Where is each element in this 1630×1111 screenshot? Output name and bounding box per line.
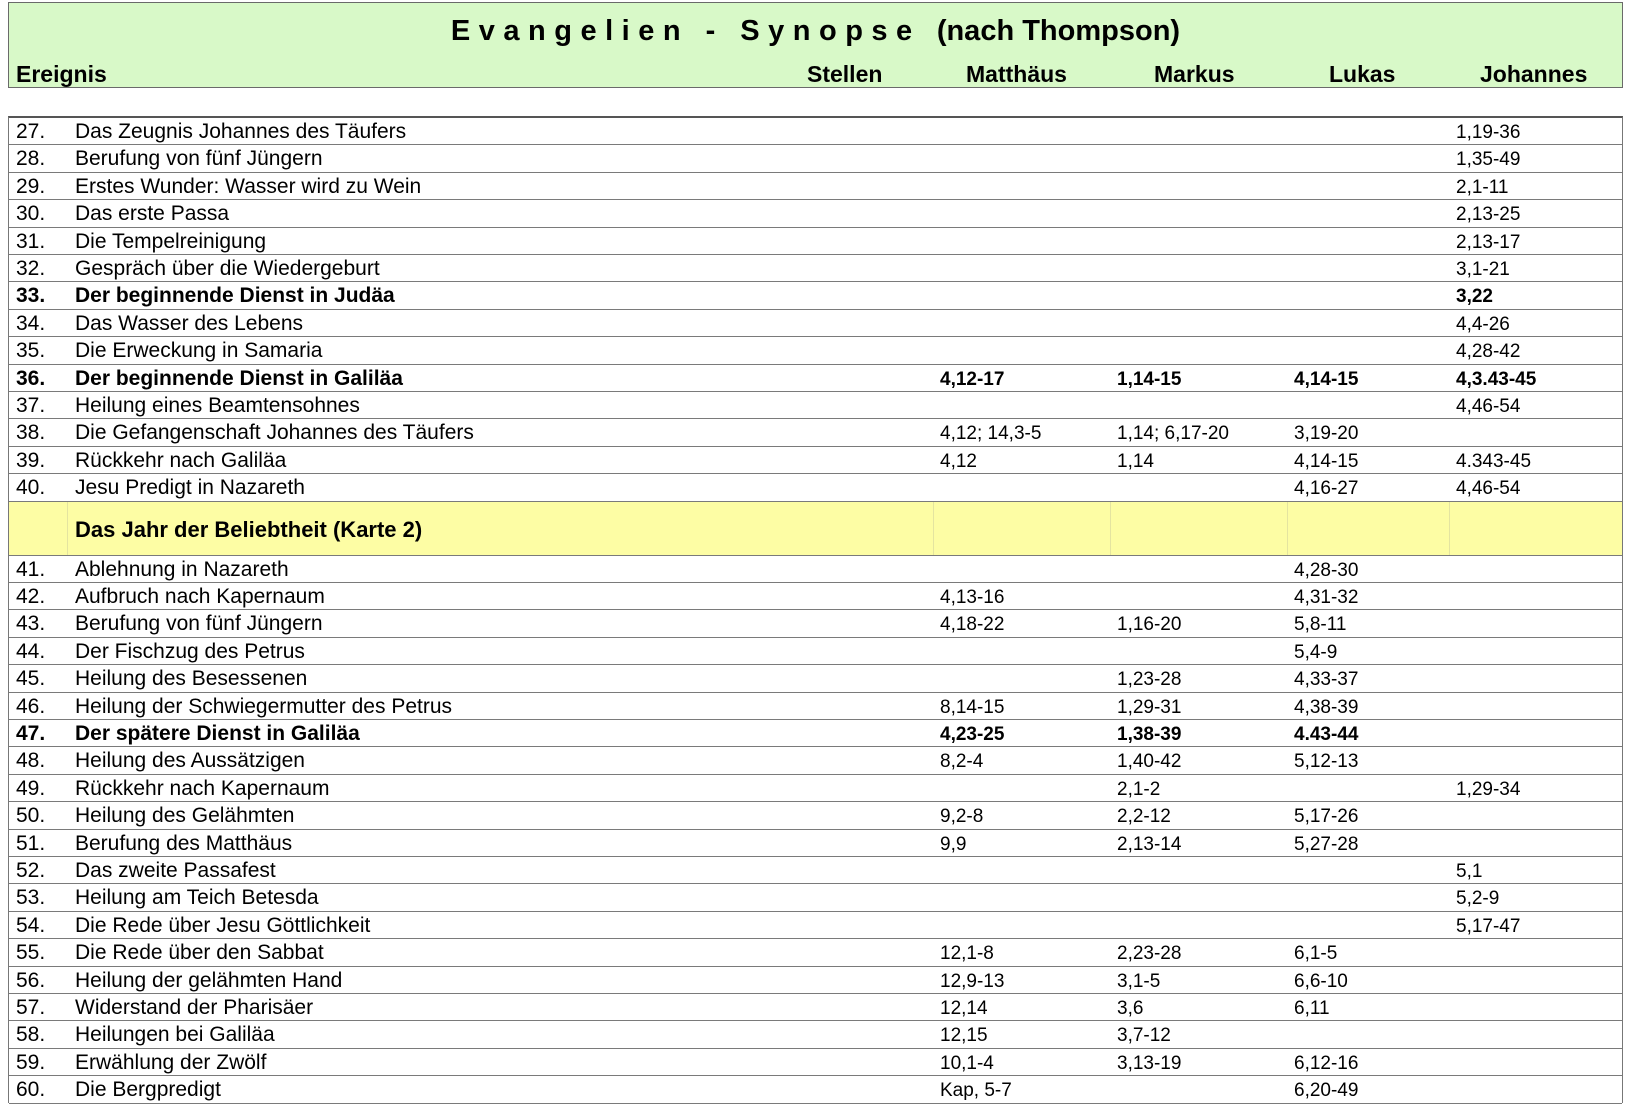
- event-title: Der beginnende Dienst in Judäa: [75, 284, 395, 308]
- johannes-ref: 2,1-11: [1456, 176, 1509, 198]
- johannes-ref: 5,1: [1456, 861, 1483, 882]
- table-row: [9, 310, 1622, 337]
- johannes-ref: 4,3.43-45: [1456, 368, 1537, 390]
- row-number: 44.: [16, 639, 46, 663]
- markus-ref: 1,14-15: [1117, 368, 1182, 390]
- row-number: 53.: [16, 886, 46, 910]
- row-number: 43.: [16, 612, 46, 636]
- table-row: [9, 1076, 1622, 1103]
- matthaeus-ref: 12,15: [940, 1025, 988, 1047]
- markus-ref: 2,23-28: [1117, 943, 1182, 965]
- table-row: [9, 884, 1622, 911]
- markus-ref: 2,13-14: [1117, 833, 1182, 855]
- table-row: [9, 857, 1622, 884]
- section-gridline: [1110, 502, 1111, 555]
- event-title: Berufung von fünf Jüngern: [75, 612, 323, 636]
- event-title: Die Rede über Jesu Göttlichkeit: [75, 913, 371, 937]
- johannes-ref: 3,22: [1456, 286, 1493, 308]
- row-number: 56.: [16, 968, 46, 992]
- lukas-ref: 5,8-11: [1294, 614, 1347, 636]
- section-gridline: [1287, 502, 1288, 555]
- markus-ref: 3,7-12: [1117, 1025, 1171, 1047]
- table-header: [8, 2, 1623, 88]
- section-gridline: [1449, 502, 1450, 555]
- row-number: 31.: [16, 229, 46, 253]
- lukas-ref: 4,31-32: [1294, 587, 1359, 608]
- column-header-lukas: Lukas: [1329, 61, 1396, 87]
- matthaeus-ref: 8,2-4: [940, 751, 984, 773]
- row-number: 58.: [16, 1023, 46, 1047]
- table-row: [9, 255, 1622, 282]
- table-row: [9, 802, 1622, 829]
- lukas-ref: 5,17-26: [1294, 806, 1359, 828]
- markus-ref: 3,6: [1117, 998, 1144, 1019]
- event-title: Der spätere Dienst in Galiläa: [75, 722, 360, 745]
- row-number: 38.: [16, 421, 46, 445]
- event-title: Heilung des Besessenen: [75, 667, 308, 691]
- table-row: [9, 145, 1622, 172]
- row-number: 36.: [16, 366, 46, 390]
- row-number: 52.: [16, 859, 46, 882]
- event-title: Rückkehr nach Galiläa: [75, 448, 287, 472]
- lukas-ref: 5,4-9: [1294, 641, 1338, 663]
- lukas-ref: 5,27-28: [1294, 833, 1359, 855]
- row-number: 30.: [16, 202, 46, 226]
- event-title: Ablehnung in Nazareth: [75, 557, 289, 581]
- event-title: Erstes Wunder: Wasser wird zu Wein: [75, 174, 422, 198]
- row-number: 33.: [16, 284, 46, 308]
- row-number: 27.: [16, 120, 46, 143]
- table-row: [9, 665, 1622, 692]
- row-number: 34.: [16, 311, 46, 335]
- event-title: Heilungen bei Galiläa: [75, 1023, 275, 1047]
- row-number: 59.: [16, 1050, 46, 1074]
- table-row: [9, 994, 1622, 1021]
- row-number: 50.: [16, 804, 46, 828]
- johannes-ref: 3,1-21: [1456, 259, 1510, 280]
- row-number: 46.: [16, 694, 46, 718]
- matthaeus-ref: 9,2-8: [940, 806, 984, 828]
- table-row: [9, 365, 1622, 392]
- lukas-ref: 5,12-13: [1294, 751, 1359, 773]
- johannes-ref: 2,13-25: [1456, 204, 1521, 226]
- lukas-ref: 3,19-20: [1294, 423, 1359, 445]
- event-title: Aufbruch nach Kapernaum: [75, 585, 325, 608]
- event-title: Die Rede über den Sabbat: [75, 941, 324, 965]
- section-row: [9, 502, 1622, 556]
- event-title: Die Bergpredigt: [75, 1078, 221, 1102]
- table-row: [9, 720, 1622, 747]
- row-number: 48.: [16, 749, 46, 773]
- table-row: [9, 474, 1622, 501]
- table-row: [9, 447, 1622, 474]
- row-number: 40.: [16, 476, 46, 500]
- synopsis-table: [8, 116, 1623, 1103]
- column-header-matthaeus: Matthäus: [966, 61, 1067, 87]
- lukas-ref: 4,28-30: [1294, 559, 1359, 581]
- markus-ref: 2,2-12: [1117, 806, 1171, 828]
- column-header-johannes: Johannes: [1480, 61, 1588, 87]
- markus-ref: 1,29-31: [1117, 696, 1182, 718]
- table-row: [9, 912, 1622, 939]
- event-title: Die Gefangenschaft Johannes des Täufers: [75, 421, 474, 445]
- table-row: [9, 638, 1622, 665]
- event-title: Erwählung der Zwölf: [75, 1050, 267, 1074]
- markus-ref: 1,23-28: [1117, 669, 1182, 691]
- johannes-ref: 4,4-26: [1456, 313, 1510, 335]
- section-gridline: [67, 502, 68, 555]
- markus-ref: 3,1-5: [1117, 970, 1161, 992]
- lukas-ref: 4,14-15: [1294, 368, 1359, 390]
- event-title: Heilung des Aussätzigen: [75, 749, 305, 773]
- row-number: 47.: [16, 722, 46, 745]
- table-row: [9, 1049, 1622, 1076]
- lukas-ref: 6,12-16: [1294, 1052, 1359, 1074]
- johannes-ref: 5,2-9: [1456, 888, 1500, 910]
- matthaeus-ref: 4,12-17: [940, 368, 1005, 390]
- row-number: 55.: [16, 941, 46, 965]
- row-number: 28.: [16, 147, 46, 171]
- event-title: Berufung des Matthäus: [75, 831, 293, 855]
- lukas-ref: 4.43-44: [1294, 724, 1359, 745]
- table-row: [9, 173, 1622, 200]
- lukas-ref: 6,20-49: [1294, 1080, 1359, 1102]
- matthaeus-ref: 9,9: [940, 833, 967, 855]
- event-title: Das Zeugnis Johannes des Täufers: [75, 120, 407, 143]
- lukas-ref: 4,14-15: [1294, 450, 1359, 472]
- section-title: Das Jahr der Beliebtheit (Karte 2): [75, 516, 423, 542]
- matthaeus-ref: 4,12; 14,3-5: [940, 423, 1042, 445]
- row-number: 51.: [16, 831, 46, 855]
- event-title: Die Erweckung in Samaria: [75, 339, 323, 363]
- matthaeus-ref: 4,12: [940, 450, 977, 472]
- title-suffix: (nach Thompson): [936, 15, 1181, 47]
- johannes-ref: 1,35-49: [1456, 149, 1521, 171]
- event-title: Rückkehr nach Kapernaum: [75, 776, 330, 800]
- event-title: Widerstand der Pharisäer: [75, 996, 314, 1019]
- markus-ref: 1,14: [1117, 450, 1154, 472]
- event-title: Der beginnende Dienst in Galiläa: [75, 366, 403, 390]
- row-number: 29.: [16, 174, 46, 198]
- table-row: [9, 282, 1622, 309]
- matthaeus-ref: 10,1-4: [940, 1052, 994, 1074]
- lukas-ref: 4,38-39: [1294, 696, 1359, 718]
- markus-ref: 1,38-39: [1117, 724, 1182, 745]
- section-gridline: [933, 502, 934, 555]
- row-number: 37.: [16, 394, 46, 417]
- matthaeus-ref: 4,18-22: [940, 614, 1005, 636]
- table-row: [9, 337, 1622, 364]
- lukas-ref: 6,6-10: [1294, 970, 1348, 992]
- lukas-ref: 4,33-37: [1294, 669, 1359, 691]
- johannes-ref: 4.343-45: [1456, 450, 1532, 472]
- event-title: Heilung eines Beamtensohnes: [75, 394, 360, 417]
- markus-ref: 1,16-20: [1117, 614, 1182, 636]
- table-row: [9, 967, 1622, 994]
- markus-ref: 1,40-42: [1117, 751, 1182, 773]
- johannes-ref: 1,29-34: [1456, 778, 1521, 800]
- table-row: [9, 830, 1622, 857]
- event-title: Berufung von fünf Jüngern: [75, 147, 323, 171]
- row-number: 57.: [16, 996, 46, 1019]
- row-number: 54.: [16, 913, 46, 937]
- event-title: Das erste Passa: [75, 202, 230, 226]
- matthaeus-ref: 8,14-15: [940, 696, 1005, 718]
- johannes-ref: 4,46-54: [1456, 396, 1521, 417]
- matthaeus-ref: Kap, 5-7: [940, 1080, 1012, 1102]
- table-row: [9, 118, 1622, 145]
- lukas-ref: 4,16-27: [1294, 478, 1359, 500]
- page-title: [9, 15, 1622, 48]
- table-row: [9, 419, 1622, 446]
- table-row: [9, 200, 1622, 227]
- event-title: Heilung der Schwiegermutter des Petrus: [75, 694, 453, 718]
- markus-ref: 1,14; 6,17-20: [1117, 423, 1229, 445]
- markus-ref: 2,1-2: [1117, 778, 1161, 800]
- johannes-ref: 1,19-36: [1456, 122, 1521, 143]
- row-number: 35.: [16, 339, 46, 363]
- table-row: [9, 775, 1622, 802]
- event-title: Jesu Predigt in Nazareth: [75, 476, 305, 500]
- matthaeus-ref: 12,1-8: [940, 943, 994, 965]
- table-row: [9, 392, 1622, 419]
- event-title: Heilung der gelähmten Hand: [75, 968, 343, 992]
- row-number: 60.: [16, 1078, 46, 1102]
- event-title: Heilung des Gelähmten: [75, 804, 295, 828]
- johannes-ref: 4,28-42: [1456, 341, 1521, 363]
- table-row: [9, 228, 1622, 255]
- table-row: [9, 583, 1622, 610]
- column-header-markus: Markus: [1154, 61, 1235, 87]
- column-header-ereignis: Ereignis: [16, 61, 107, 87]
- lukas-ref: 6,11: [1294, 998, 1330, 1019]
- matthaeus-ref: 4,23-25: [940, 724, 1005, 745]
- lukas-ref: 6,1-5: [1294, 943, 1338, 965]
- event-title: Gespräch über die Wiedergeburt: [75, 257, 380, 280]
- column-header-stellen: Stellen: [807, 61, 883, 87]
- matthaeus-ref: 12,14: [940, 998, 988, 1019]
- event-title: Das zweite Passafest: [75, 859, 276, 882]
- row-number: 49.: [16, 776, 46, 800]
- event-title: Das Wasser des Lebens: [75, 311, 303, 335]
- table-row: [9, 939, 1622, 966]
- table-row: [9, 693, 1622, 720]
- matthaeus-ref: 4,13-16: [940, 587, 1005, 608]
- title-main: Evangelien - Synopse: [450, 15, 921, 47]
- event-title: Heilung am Teich Betesda: [75, 886, 319, 910]
- event-title: Der Fischzug des Petrus: [75, 639, 305, 663]
- row-number: 42.: [16, 585, 46, 608]
- row-number: 41.: [16, 557, 46, 581]
- row-number: 39.: [16, 448, 46, 472]
- row-number: 32.: [16, 257, 46, 280]
- table-row: [9, 610, 1622, 637]
- table-row: [9, 1021, 1622, 1048]
- johannes-ref: 2,13-17: [1456, 231, 1521, 253]
- johannes-ref: 4,46-54: [1456, 478, 1521, 500]
- event-title: Die Tempelreinigung: [75, 229, 267, 253]
- markus-ref: 3,13-19: [1117, 1052, 1182, 1074]
- matthaeus-ref: 12,9-13: [940, 970, 1005, 992]
- row-number: 45.: [16, 667, 46, 691]
- table-row: [9, 556, 1622, 583]
- table-row: [9, 747, 1622, 774]
- johannes-ref: 5,17-47: [1456, 915, 1521, 937]
